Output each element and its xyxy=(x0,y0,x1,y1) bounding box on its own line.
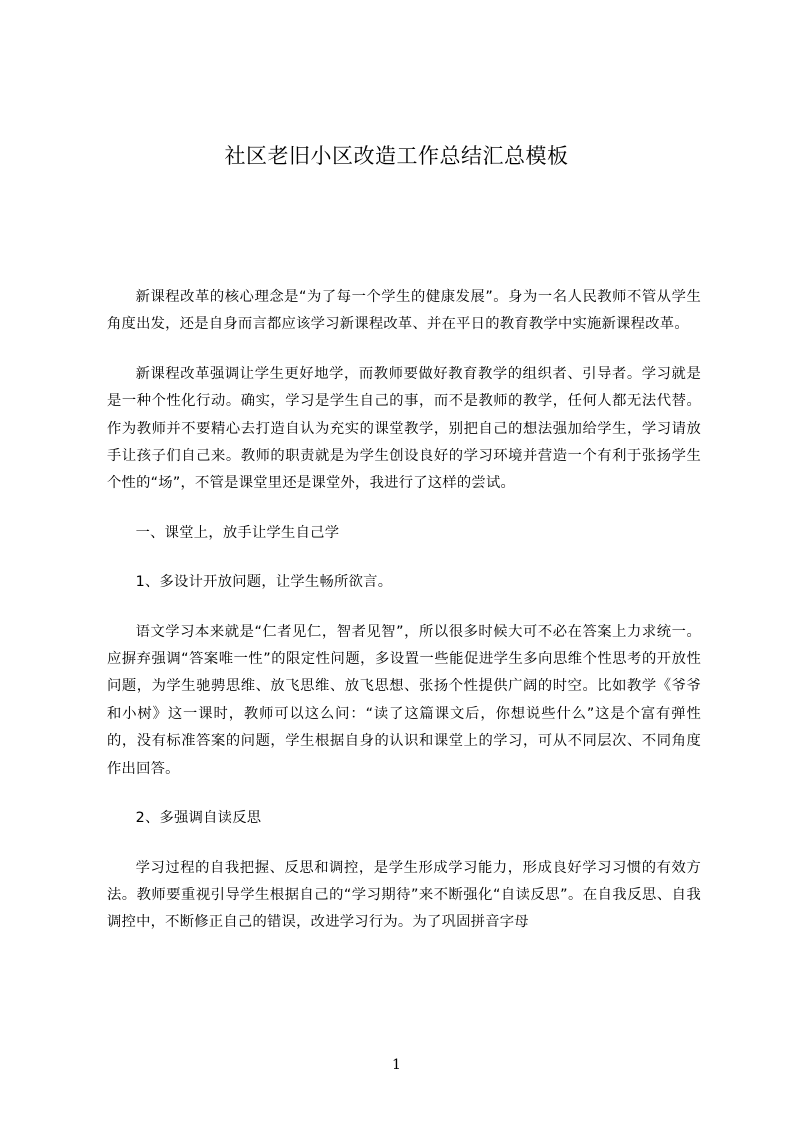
subheading-self-reading: 2、多强调自读反思 xyxy=(135,810,262,827)
subheading-open-questions: 1、多设计开放问题，让学生畅所欲言。 xyxy=(135,574,393,591)
section-heading-classroom: 一、课堂上，放手让学生自己学 xyxy=(135,524,340,541)
document-title: 社区老旧小区改造工作总结汇总模板 xyxy=(224,144,569,168)
paragraph-chinese-learning: 语文学习本来就是“仁者见仁，智者见智”，所以很多时候大可不必在答案上力求统一。应摒弃强调“答案唯一性”的限定性问题，多设置一些能促进学生多向思维个性思考的开放性问题，为学生驰骋思维、放飞思维、放飞思想、张扬个性提供广阔的时空。比如教学《爷爷和小树》这一课时，教师可以这么问：“读了这篇课文后，你想说些什么”这是个富有弹性的，没有标准答案的问题，学生根据自身的认识和课堂上的学习，可从不同层次、不同角度作出回答。 xyxy=(107,623,701,777)
paragraph-reform-emphasis: 新课程改革强调让学生更好地学，而教师要做好教育教学的组织者、引导者。学习就是是一种个性化行动。确实，学习是学生自己的事，而不是教师的教学，任何人都无法代替。作为教师并不要精心去打造自认为充实的课堂教学，别把自己的想法强加给学生，学习请放手让孩子们自己来。教师的职责就是为学生创设良好的学习环境并营造一个有利于张扬学生个性的“场”，不管是课堂里还是课堂外，我进行了这样的尝试。 xyxy=(107,365,701,492)
paragraph-learning-process: 学习过程的自我把握、反思和调控，是学生形成学习能力，形成良好学习习惯的有效方法。教师要重视引导学生根据自己的“学习期待”来不断强化“自读反思”。在自我反思、自我调控中，不断修正自己的错误，改进学习行为。为了巩固拼音字母 xyxy=(107,859,701,931)
page-number: 1 xyxy=(392,1057,401,1073)
paragraph-core-concept: 新课程改革的核心理念是“为了每一个学生的健康发展”。身为一名人民教师不管从学生角度出发，还是自身而言都应该学习新课程改革、并在平日的教育教学中实施新课程改革。 xyxy=(107,289,701,333)
document-body xyxy=(107,284,701,959)
